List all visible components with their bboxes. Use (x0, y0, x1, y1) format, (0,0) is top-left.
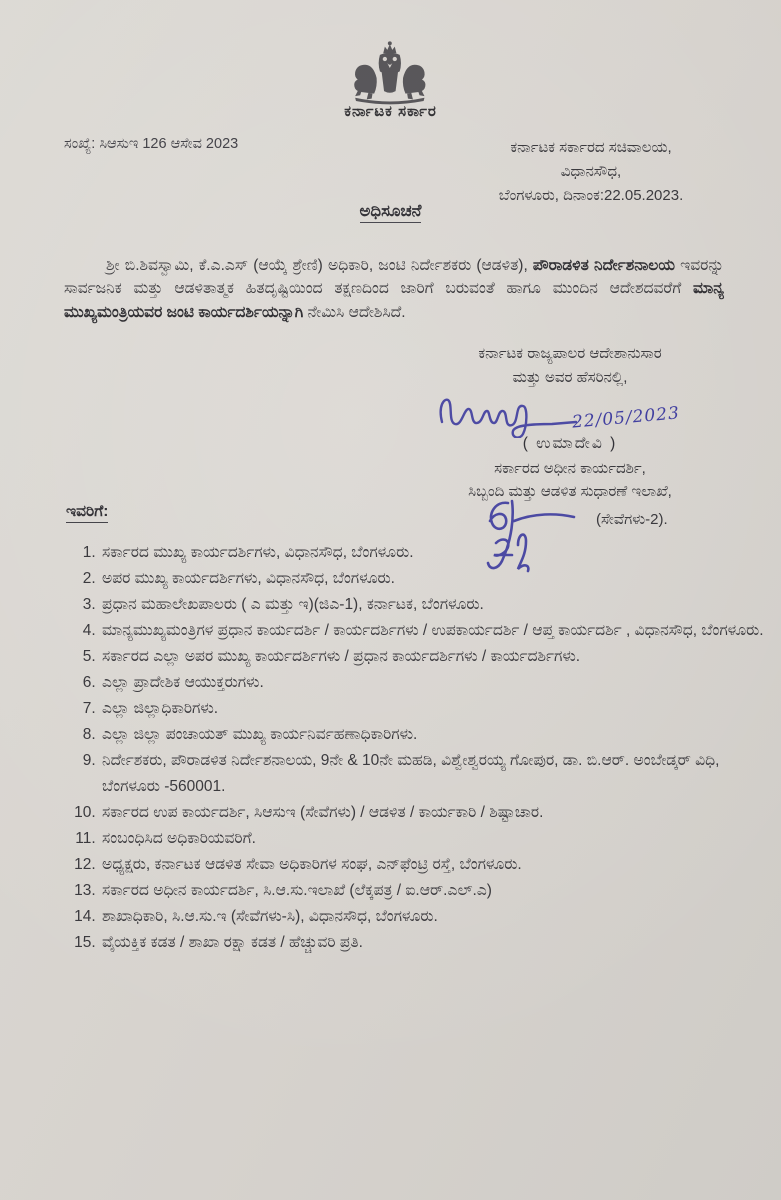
handwritten-date: 22/05/2023 (571, 403, 681, 433)
recipient-item: 5. ಸರ್ಕಾರದ ಎಲ್ಲಾ ಅಪರ ಮುಖ್ಯ ಕಾರ್ಯದರ್ಶಿಗಳು / ಪ್ರಧಾನ ಕಾರ್ಯದರ್ಶಿಗಳು / ಕಾರ್ಯದರ್ಶಿಗಳು. (100, 644, 772, 670)
recipient-item: 12. ಅಧ್ಯಕ್ಷರು, ಕರ್ನಾಟಕ ಆಡಳಿತ ಸೇವಾ ಅಧಿಕಾರಿಗಳ ಸಂಘ, ಎನ್‌ಫೆಂಟ್ರಿ ರಸ್ತೆ, ಬೆಂಗಳೂರು. (100, 852, 772, 878)
section-line-row (400, 505, 740, 535)
body-text: ಇವರನ್ನು ಸಾರ್ವಜನಿಕ ಮತ್ತು ಆಡಳಿತಾತ್ಮಕ ಹಿತದೃಷ್ಟಿಯಿಂದ ತಕ್ಷಣದಿಂದ ಜಾರಿಗೆ ಬರುವಂತೆ ಹಾಗೂ ಮುಂದಿನ ಆದೇಶದವರೆಗೆ (64, 256, 724, 297)
by-order-line: ಮತ್ತು ಅವರ ಹೆಸರಿನಲ್ಲಿ, (512, 369, 628, 386)
signer-designations (400, 458, 740, 503)
document-header (64, 136, 731, 208)
recipient-item: 10. ಸರ್ಕಾರದ ಉಪ ಕಾರ್ಯದರ್ಶಿ, ಸಿಆಸುಇ (ಸೇವೆಗಳು) / ಆಡಳಿತ / ಕಾರ್ಯಕಾರಿ / ಶಿಷ್ಟಾಚಾರ. (100, 800, 772, 826)
issuing-office-address (451, 136, 731, 208)
reference-number: ಸಂಖ್ಯೆ: ಸಿಆಸುಇ 126 ಆಸೇವ 2023 (64, 136, 239, 152)
recipient-item: 3. ಪ್ರಧಾನ ಮಹಾಲೇಖಪಾಲರು ( ಎ ಮತ್ತು ಇ)(ಜಿಎ-1), ಕರ್ನಾಟಕ, ಬೆಂಗಳೂರು. (100, 592, 772, 618)
recipient-item: 1. ಸರ್ಕಾರದ ಮುಖ್ಯ ಕಾರ್ಯದರ್ಶಿಗಳು, ವಿಧಾನಸೌಧ, ಬೆಂಗಳೂರು. (100, 540, 772, 566)
issuing-office-line-date: ಬೆಂಗಳೂರು, ದಿನಾಂಕ:22.05.2023. (498, 187, 684, 204)
recipient-item: 14. ಶಾಖಾಧಿಕಾರಿ, ಸಿ.ಆ.ಸು.ಇ (ಸೇವೆಗಳು-ಸಿ), ವಿಧಾನಸೌಧ, ಬೆಂಗಳೂರು. (100, 904, 772, 930)
recipient-item: 15. ವೈಯಕ್ತಿಕ ಕಡತ / ಶಾಖಾ ರಕ್ಷಾ ಕಡತ / ಹೆಚ್ಚುವರಿ ಪ್ರತಿ. (100, 930, 772, 956)
notification-body (64, 254, 724, 325)
handwritten-signature-row (400, 392, 740, 438)
recipient-item: 7. ಎಲ್ಲಾ ಜಿಲ್ಲಾಧಿಕಾರಿಗಳು. (100, 696, 772, 722)
signature-block (400, 342, 740, 535)
body-text-bold: ಪೌರಾಡಳಿತ ನಿರ್ದೇಶನಾಲಯ (532, 256, 675, 274)
recipient-item: 8. ಎಲ್ಲಾ ಜಿಲ್ಲಾ ಪಂಚಾಯತ್ ಮುಖ್ಯ ಕಾರ್ಯನಿರ್ವಹಣಾಧಿಕಾರಿಗಳು. (100, 722, 772, 748)
issuing-office-line: ಕರ್ನಾಟಕ ಸರ್ಕಾರದ ಸಚಿವಾಲಯ, (510, 139, 672, 156)
recipient-item: 13. ಸರ್ಕಾರದ ಅಧೀನ ಕಾರ್ಯದರ್ಶಿ, ಸಿ.ಆ.ಸು.ಇಲಾಖೆ (ಲೆಕ್ಕಪತ್ರ / ಐ.ಆರ್.ಎಲ್.ಎ) (100, 878, 772, 904)
section-label: (ಸೇವೆಗಳು-2). (596, 511, 668, 528)
designation-line: ಸಿಬ್ಬಂದಿ ಮತ್ತು ಆಡಳಿತ ಸುಧಾರಣೆ ಇಲಾಖೆ, (468, 482, 672, 500)
handwritten-signature-icon (428, 392, 588, 438)
recipient-item: 4. ಮಾನ್ಯಮುಖ್ಯಮಂತ್ರಿಗಳ ಪ್ರಧಾನ ಕಾರ್ಯದರ್ಶಿ / ಕಾರ್ಯದರ್ಶಿಗಳು / ಉಪಕಾರ್ಯದರ್ಶಿ / ಆಪ್ತ ಕಾರ್ಯದರ್ಶಿ , ವಿಧಾನಸೌಧ, ಬೆಂಗಳೂರು. (100, 618, 772, 644)
recipient-item: 2. ಅಪರ ಮುಖ್ಯ ಕಾರ್ಯದರ್ಶಿಗಳು, ವಿಧಾನಸೌಧ, ಬೆಂಗಳೂರು. (100, 566, 772, 592)
recipients-list (66, 540, 772, 956)
designation-line: ಸರ್ಕಾರದ ಅಧೀನ ಕಾರ್ಯದರ್ಶಿ, (494, 460, 646, 477)
org-name: ಕರ್ನಾಟಕ ಸರ್ಕಾರ (344, 103, 437, 120)
signer-name: ( ಉಮಾದೇವಿ ) (522, 435, 618, 452)
recipient-item: 11. ಸಂಬಂಧಿಸಿದ ಅಧಿಕಾರಿಯವರಿಗೆ. (100, 826, 772, 852)
body-text-bold: ಮಾನ್ಯ ಮುಖ್ಯಮಂತ್ರಿಯವರ ಜಂಟಿ ಕಾರ್ಯದರ್ಶಿಯನ್ನಾಗಿ (64, 280, 724, 321)
to-label: ಇವರಿಗೆ: (66, 503, 108, 523)
body-text: ನೇಮಿಸಿ ಆದೇಶಿಸಿದೆ. (307, 303, 406, 321)
issuing-office-line: ವಿಧಾನಸೌಧ, (560, 163, 622, 180)
document-title: ಅಧಿಸೂಚನೆ (360, 202, 422, 223)
recipient-item: 6. ಎಲ್ಲಾ ಪ್ರಾದೇಶಿಕ ಆಯುಕ್ತರುಗಳು. (100, 670, 772, 696)
karnataka-state-emblem-icon (330, 40, 448, 106)
body-text: ಶ್ರೀ ಬಿ.ಶಿವಸ್ವಾಮಿ, ಕೆ.ಎ.ಎಸ್ (ಆಯ್ಕೆ ಶ್ರೇಣಿ) ಅಧಿಕಾರಿ, ಜಂಟಿ ನಿರ್ದೇಶಕರು (ಆಡಳಿತ), (106, 256, 528, 274)
by-order-line: ಕರ್ನಾಟಕ ರಾಜ್ಯಪಾಲರ ಆದೇಶಾನುಸಾರ (478, 345, 662, 362)
document-title-wrap (0, 202, 781, 223)
recipient-item: 9. ನಿರ್ದೇಶಕರು, ಪೌರಾಡಳಿತ ನಿರ್ದೇಶನಾಲಯ, 9ನೇ & 10ನೇ ಮಹಡಿ, ವಿಶ್ವೇಶ್ವರಯ್ಯ ಗೋಪುರ, ಡಾ. ಬಿ.ಆರ್. ಅಂಬೇಡ್ಕರ್ ವಿಧಿ, ಬೆಂಗಳೂರು -560001. (100, 748, 772, 800)
